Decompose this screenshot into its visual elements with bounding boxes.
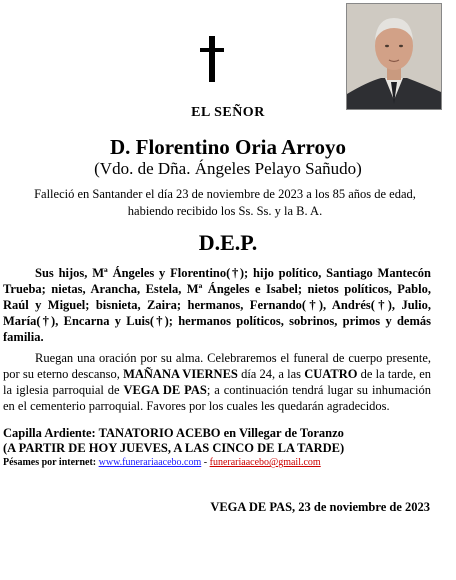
death-line-2: habiendo recibido los Ss. Ss. y la B. A. bbox=[127, 204, 323, 218]
service-place: VEGA DE PAS bbox=[123, 383, 207, 397]
website-link[interactable]: www.funerariaacebo.com bbox=[98, 457, 202, 468]
service-text-4: ; a continuación tendrá lugar su inhumación en el cementerio parroquial. Favores por los cuales les quedarán agradecidos. bbox=[3, 383, 431, 413]
chapel-info bbox=[3, 426, 443, 456]
cross-icon bbox=[199, 36, 225, 82]
deceased-portrait bbox=[346, 3, 442, 110]
email-link[interactable]: funerariaacebo@gmail.com bbox=[209, 457, 321, 468]
deceased-name: D. Florentino Oria Arroyo bbox=[109, 135, 347, 159]
death-line-1: Falleció en Santander el día 23 de noviembre de 2023 a los 85 años de edad, bbox=[34, 187, 416, 201]
service-hour: CUATRO bbox=[304, 367, 358, 381]
service-day: MAÑANA VIERNES bbox=[123, 367, 238, 381]
chapel-line-2: (A PARTIR DE HOY JUEVES, A LAS CINCO DE LA TARDE) bbox=[3, 441, 345, 455]
honorific-heading: EL SEÑOR bbox=[191, 105, 265, 120]
condolences-separator: - bbox=[201, 457, 210, 468]
widower-of-line: (Vdo. de Dña. Ángeles Pelayo Sañudo) bbox=[94, 159, 362, 178]
condolences-label: Pésames por internet: bbox=[3, 457, 97, 468]
place-date-signature: VEGA DE PAS, 23 de noviembre de 2023 bbox=[210, 500, 430, 514]
rip-heading: D.E.P. bbox=[198, 230, 258, 255]
service-text-2: día 24, a las bbox=[241, 367, 302, 381]
death-notice bbox=[10, 186, 440, 220]
service-text-1: Ruegan una oración por su alma. Celebraremos el funeral de cuerpo presente, por su eterno descanso, bbox=[3, 351, 431, 381]
chapel-line-1: Capilla Ardiente: TANATORIO ACEBO en Villegar de Toranzo bbox=[3, 426, 344, 440]
service-text-3: de la tarde, en la iglesia parroquial de bbox=[3, 367, 431, 397]
service-paragraph bbox=[3, 350, 431, 414]
family-paragraph: Sus hijos, Mª Ángeles y Florentino(†); hijo político, Santiago Mantecón Trueba; nietas, Arancha, Estela, Mª Ángeles e Isabel; nietos políticos, Pablo, Raúl y Miguel; bisnieta, Zaira; hermanos, Fernando(†), Andrés(†), Julio, María(†), Encarna y Luis(†); hermanos políticos, sobrinos, primos y demás familia. bbox=[3, 266, 431, 344]
condolences-line bbox=[3, 457, 443, 469]
